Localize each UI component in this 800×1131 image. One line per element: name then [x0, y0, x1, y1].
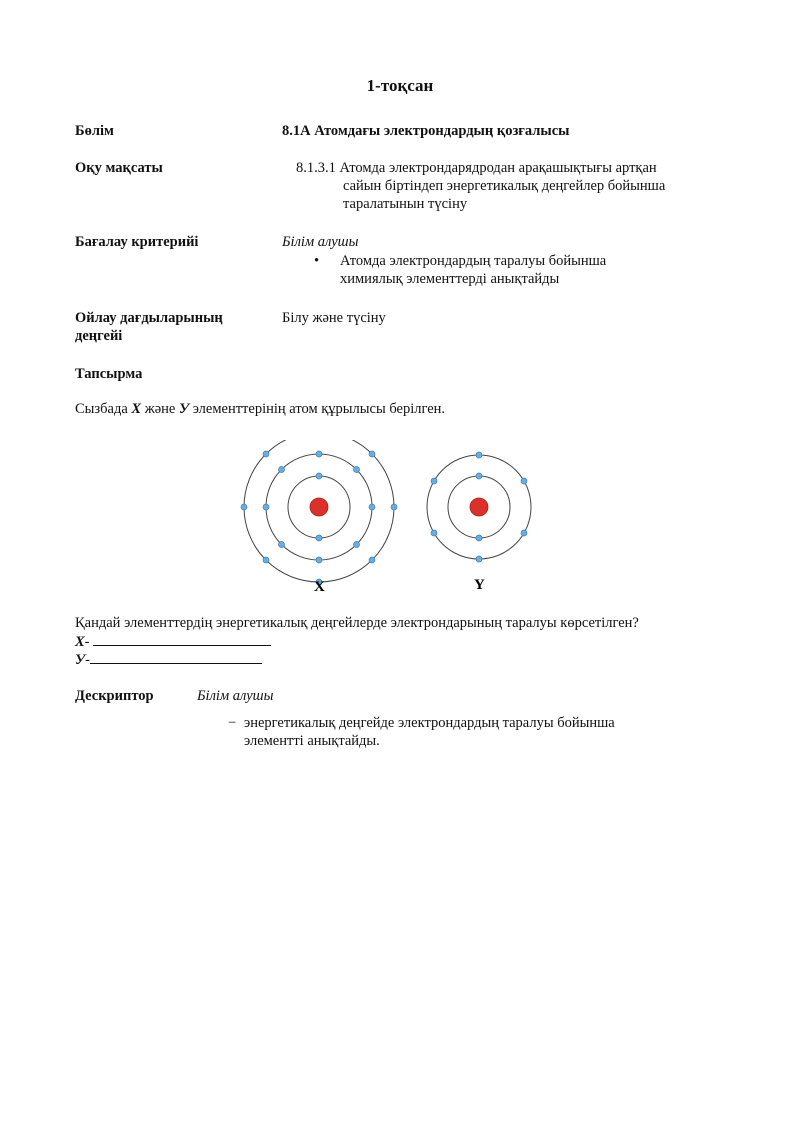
task-intro — [75, 400, 445, 418]
answer-y-line — [75, 650, 262, 669]
atom-x-nucleus — [310, 498, 328, 516]
answer-y-blank[interactable] — [90, 650, 262, 664]
atom-y-shell-1-electron — [476, 535, 482, 541]
page-title: 1-тоқсан — [366, 76, 434, 95]
atom-y-diagram — [427, 452, 531, 562]
atom-x-shell-2-electron — [316, 451, 322, 457]
objective-line-2: сайын біртіндеп энергетикалық деңгейлер бойынша — [343, 178, 666, 194]
answer-y-label: У — [75, 652, 86, 668]
atom-y-label: Ү — [474, 577, 485, 593]
atom-x-shell-3-electron — [369, 451, 375, 457]
intro-text-post: элементтерінің атом құрылысы берілген. — [192, 401, 446, 417]
atom-x-label: X — [314, 579, 325, 595]
atom-x-shell-2-electron — [279, 542, 285, 548]
criteria-bullet-line-2: химиялық элементтерді анықтайды — [340, 271, 560, 287]
answer-x-blank[interactable] — [93, 632, 271, 646]
criteria-bullet-line-1: Атомда электрондардың таралуы бойынша — [340, 253, 607, 269]
criteria-bullet — [314, 252, 714, 292]
atom-x-shell-3-electron — [391, 504, 397, 510]
atom-diagram — [230, 440, 560, 600]
objective-line-3: таралатынын түсіну — [343, 196, 468, 212]
atom-x-shell-1-electron — [316, 473, 322, 479]
objective-label: Оқу мақсаты — [75, 160, 163, 176]
task-heading: Тапсырма — [75, 366, 143, 382]
atom-x-shell-2-electron — [316, 557, 322, 563]
atom-x-shell-3-electron — [369, 557, 375, 563]
descriptor-dash: − — [228, 715, 237, 731]
criteria-label: Бағалау критерийі — [75, 234, 199, 250]
atom-x-shell-2-electron — [279, 467, 285, 473]
atom-x-shell-1-electron — [316, 535, 322, 541]
section-value: 8.1А Атомдағы электрондардың қозғалысы — [282, 123, 570, 139]
atom-x-shell-3-electron — [263, 451, 269, 457]
criteria-subject: Білім алушы — [282, 234, 359, 250]
thinking-label-line-1: Ойлау дағдыларының — [75, 310, 223, 326]
atom-y-shell-2-electron — [431, 478, 437, 484]
bullet-dot: • — [314, 253, 320, 269]
descriptor-line-2: элементті анықтайды. — [244, 733, 380, 749]
answer-x-sep: - — [84, 634, 90, 650]
thinking-value: Білу және түсіну — [282, 310, 386, 326]
descriptor-subject: Білім алушы — [197, 688, 274, 704]
answer-x-line — [75, 632, 271, 651]
intro-element-x: X — [131, 401, 142, 417]
descriptor-label: Дескриптор — [75, 688, 154, 704]
atom-y-shell-2-electron — [431, 530, 437, 536]
answer-x-label: X — [75, 634, 85, 650]
atom-y-nucleus — [470, 498, 488, 516]
intro-text-pre: Сызбада — [75, 401, 128, 417]
atom-x-diagram — [241, 440, 397, 585]
intro-text-mid: және — [144, 401, 176, 417]
atom-y-shell-2-electron — [476, 556, 482, 562]
section-label: Бөлім — [75, 123, 114, 139]
atom-y-shell-2-electron — [521, 530, 527, 536]
atom-x-shell-3-electron — [241, 504, 247, 510]
descriptor-line-1: энергетикалық деңгейде электрондардың таралуы бойынша — [244, 715, 615, 731]
atom-x-shell-2-electron — [354, 542, 360, 548]
atom-y-shell-2-electron — [521, 478, 527, 484]
thinking-label-line-2: деңгейі — [75, 328, 123, 344]
atom-y-shell-2-electron — [476, 452, 482, 458]
atom-y-shell-1-electron — [476, 473, 482, 479]
objective-line-1: 8.1.3.1 Атомда электрондарядродан арақашықтығы артқан — [296, 160, 657, 176]
atom-x-shell-3-electron — [263, 557, 269, 563]
intro-element-y: У — [178, 401, 190, 417]
question-text: Қандай элементтердің энергетикалық деңгейлерде электрондарының таралуы көрсетілген? — [75, 615, 639, 631]
atom-x-shell-2-electron — [369, 504, 375, 510]
atom-x-shell-2-electron — [354, 467, 360, 473]
atom-x-shell-2-electron — [263, 504, 269, 510]
answer-y-sep: - — [85, 652, 90, 668]
